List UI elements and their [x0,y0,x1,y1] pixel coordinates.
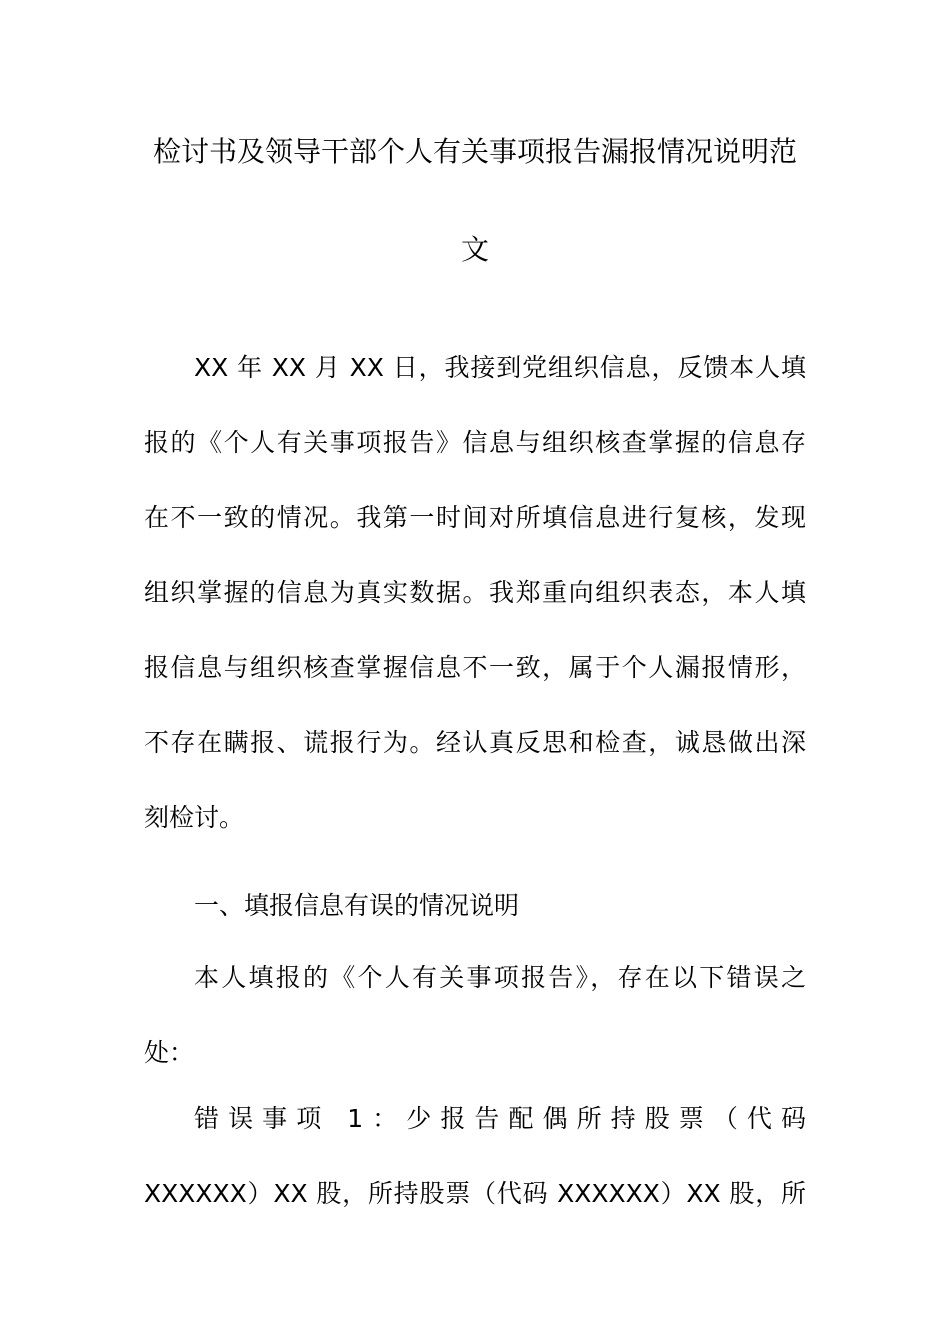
paragraph-1-line-4: 组织掌握的信息为真实数据。我郑重向组织表态，本人填 [144,578,806,607]
section-1-heading: 一、填报信息有误的情况说明 [194,891,520,920]
paragraph-1-line-6: 不存在瞒报、谎报行为。经认真反思和检查，诚恳做出深 [144,728,806,757]
paragraph-3-line-1: 错误事项 1：少报告配偶所持股票（代码 [194,1104,806,1133]
paragraph-2-line-1: 本人填报的《个人有关事项报告》，存在以下错误之 [194,963,806,992]
paragraph-3-line-2: XXXXXX）XX 股，所持股票（代码 XXXXXX）XX 股，所 [144,1179,806,1208]
paragraph-1-line-2: 报的《个人有关事项报告》信息与组织核查掌握的信息存 [144,428,806,457]
paragraph-1-line-3: 在不一致的情况。我第一时间对所填信息进行复核，发现 [144,503,806,532]
paragraph-2-line-2: 处： [144,1038,195,1067]
document-title-line-2: 文 [460,233,489,266]
paragraph-1-line-1: XX 年 XX 月 XX 日，我接到党组织信息，反馈本人填 [194,353,806,382]
paragraph-1-line-5: 报信息与组织核查掌握信息不一致，属于个人漏报情形， [144,653,806,682]
document-title-line-1: 检讨书及领导干部个人有关事项报告漏报情况说明范 [152,135,797,168]
paragraph-1-line-7: 刻检讨。 [144,803,245,832]
